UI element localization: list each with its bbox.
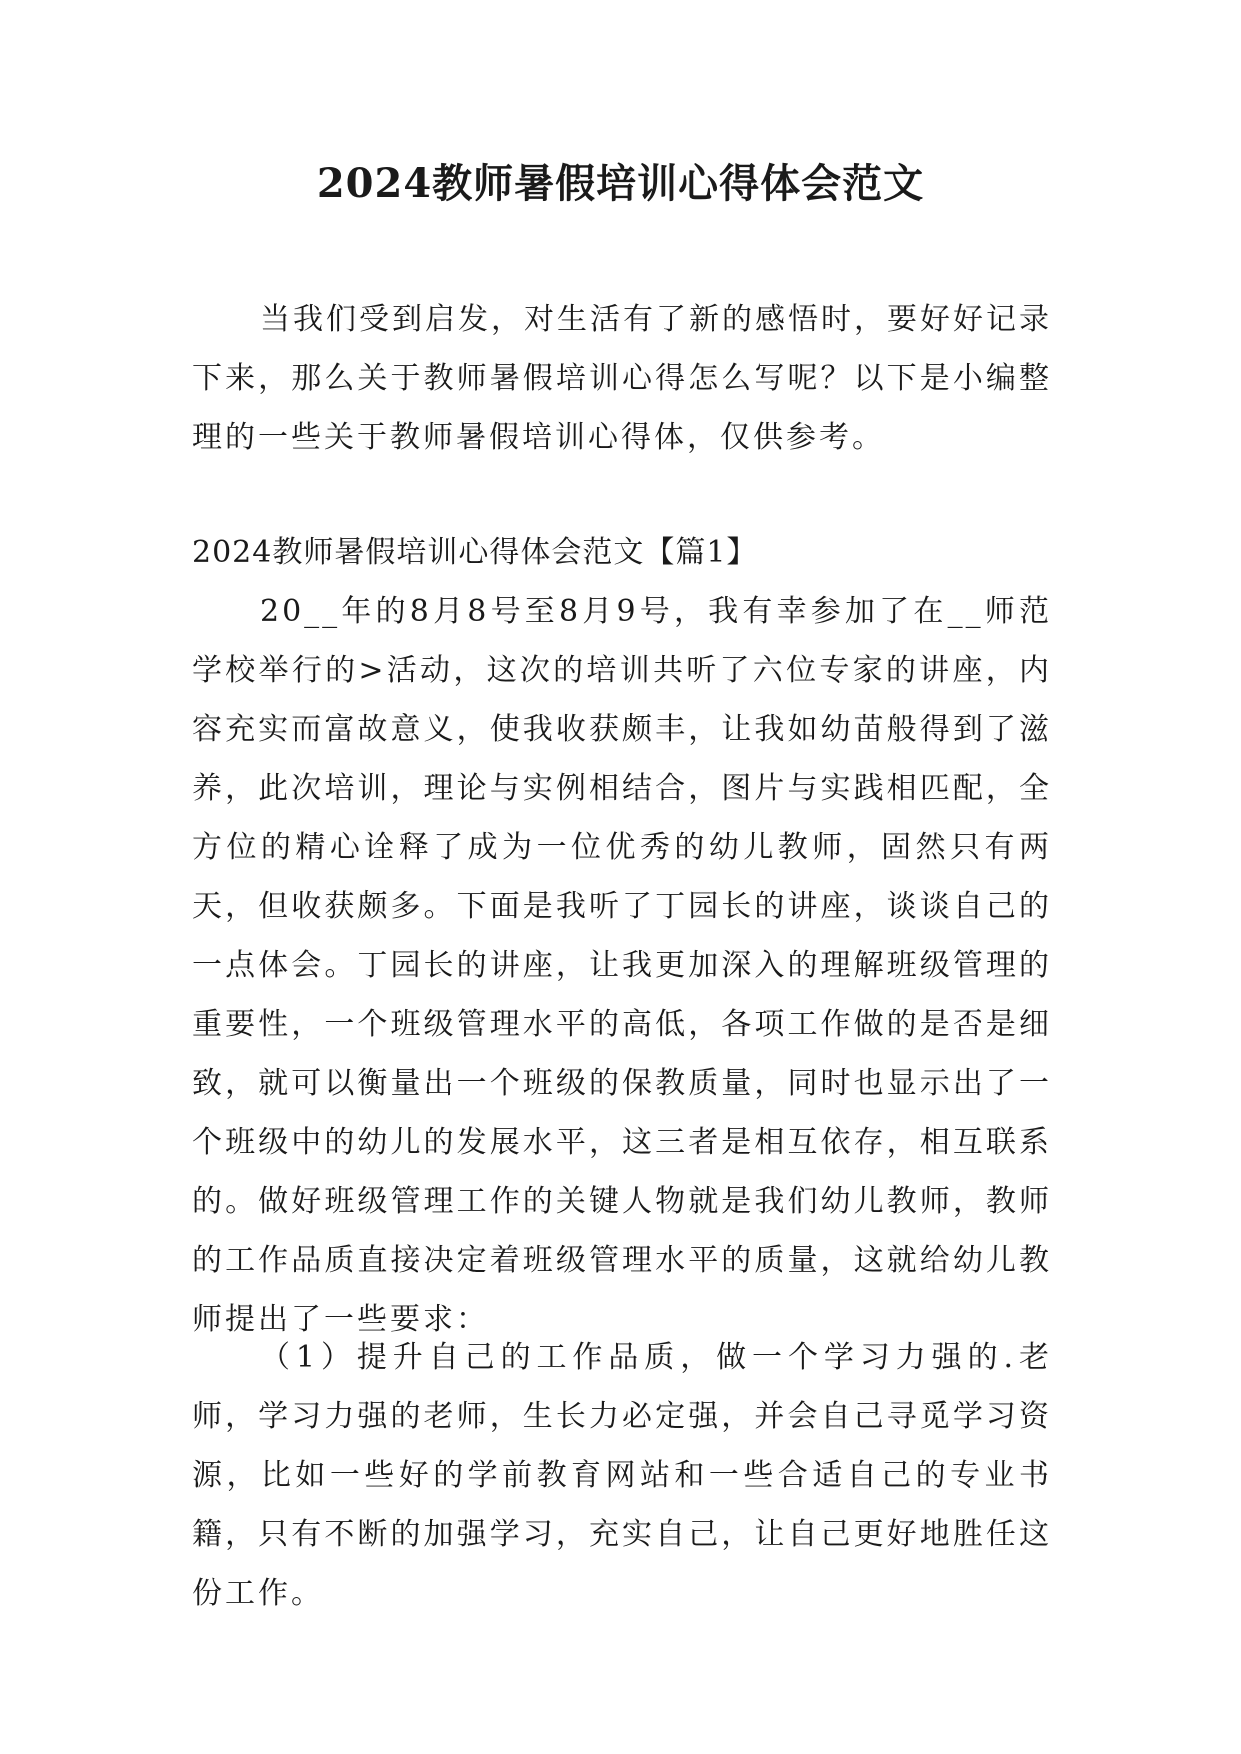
section-heading: 2024教师暑假培训心得体会范文【篇1】 xyxy=(192,535,758,570)
document-title: 2024教师暑假培训心得体会范文 xyxy=(316,160,925,207)
body-paragraph: 20__年的8月8号至8月9号，我有幸参加了在__师范学校举行的>活动，这次的培训共听了六位专家的讲座，内容充实而富故意义，使我收获颇丰，让我如幼苗般得到了滋养，此次培训，理论与实例相结合，图片与实践相匹配，全方位的精心诠释了成为一位优秀的幼儿教师，固然只有两天，但收获颇多。下面是我听了丁园长的讲座，谈谈自己的一点体会。丁园长的讲座，让我更加深入的理解班级管理的重要性，一个班级管理水平的高低，各项工作做的是否是细致，就可以衡量出一个班级的保教质量，同时也显示出了一个班级中的幼儿的发展水平，这三者是相互依存，相互联系的。做好班级管理工作的关键人物就是我们幼儿教师，教师的工作品质直接决定着班级管理水平的质量，这就给幼儿教师提出了一些要求： xyxy=(192,594,1052,1337)
body-paragraph: （1）提升自己的工作品质，做一个学习力强的.老师，学习力强的老师，生长力必定强，并会自己寻觅学习资源，比如一些好的学前教育网站和一些合适自己的专业书籍，只有不断的加强学习，充实自己，让自己更好地胜任这份工作。 xyxy=(192,1340,1052,1611)
intro-paragraph: 当我们受到启发，对生活有了新的感悟时，要好好记录下来，那么关于教师暑假培训心得怎么写呢？以下是小编整理的一些关于教师暑假培训心得体，仅供参考。 xyxy=(192,302,1052,455)
